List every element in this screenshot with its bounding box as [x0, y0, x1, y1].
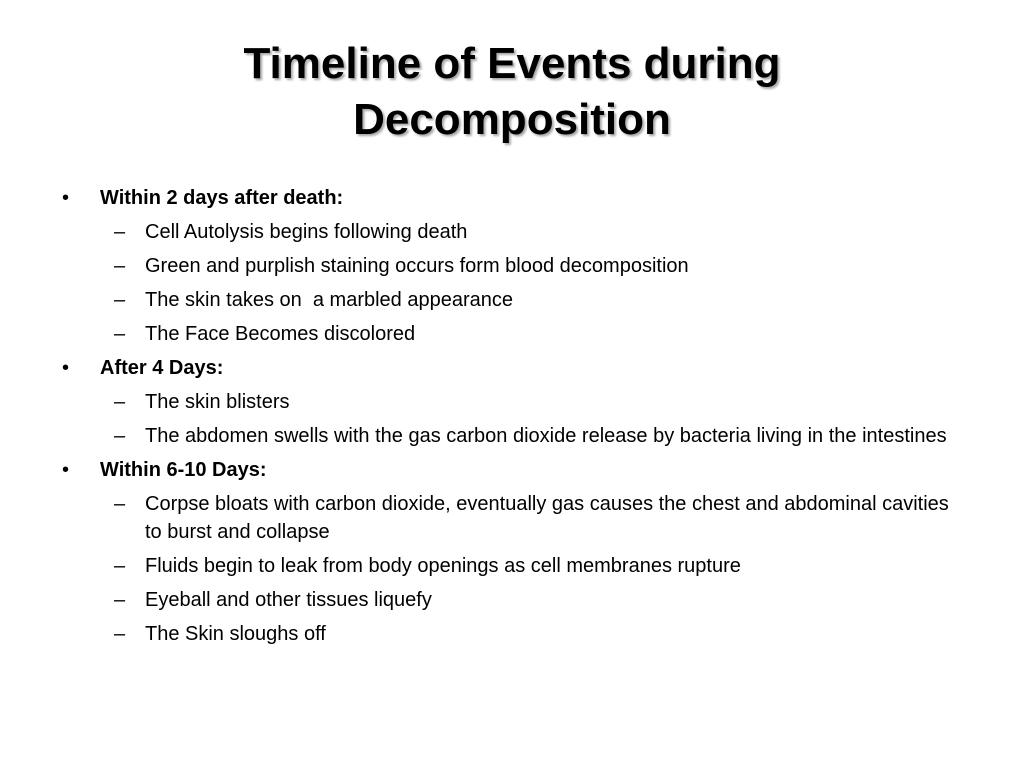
dash-icon: –: [114, 555, 126, 577]
section-heading-text: Within 6-10 Days:: [100, 459, 267, 481]
bullet-icon: •: [62, 357, 70, 379]
list-item: [58, 386, 958, 420]
dash-icon: –: [114, 493, 126, 515]
section-heading: [58, 352, 958, 386]
list-item-text: The skin blisters: [145, 391, 290, 413]
dash-icon: –: [114, 425, 126, 447]
dash-icon: –: [114, 589, 126, 611]
bullet-icon: •: [62, 187, 70, 209]
list-item-text: Corpse bloats with carbon dioxide, eventually gas causes the chest and abdominal cavities to burst and collapse: [145, 493, 949, 543]
section-heading: [58, 182, 958, 216]
list-item-text: Fluids begin to leak from body openings as cell membranes rupture: [145, 555, 741, 577]
dash-icon: –: [114, 391, 126, 413]
dash-icon: –: [114, 255, 126, 277]
slide-body: [58, 182, 958, 652]
title-line-1: Timeline of Events during: [243, 39, 781, 88]
list-item: [58, 216, 958, 250]
dash-icon: –: [114, 221, 126, 243]
list-item-text: Cell Autolysis begins following death: [145, 221, 468, 243]
list-item: [58, 618, 958, 652]
dash-icon: –: [114, 623, 126, 645]
list-item-text: Green and purplish staining occurs form blood decomposition: [145, 255, 689, 277]
list-item: [58, 318, 958, 352]
list-item: [58, 284, 958, 318]
list-item-text: The abdomen swells with the gas carbon dioxide release by bacteria living in the intestines: [145, 425, 947, 447]
dash-icon: –: [114, 323, 126, 345]
list-item: [58, 250, 958, 284]
section-heading-text: Within 2 days after death:: [100, 187, 344, 209]
list-item: [58, 420, 958, 454]
section-heading-text: After 4 Days:: [100, 357, 224, 379]
list-item: [58, 550, 958, 584]
dash-icon: –: [114, 289, 126, 311]
bullet-icon: •: [62, 459, 70, 481]
list-item: [58, 488, 958, 550]
list-item-text: Eyeball and other tissues liquefy: [145, 589, 432, 611]
list-item: [58, 584, 958, 618]
list-item-text: The skin takes on a marbled appearance: [145, 289, 513, 311]
list-item-text: The Skin sloughs off: [145, 623, 326, 645]
section-heading: [58, 454, 958, 488]
list-item-text: The Face Becomes discolored: [145, 323, 416, 345]
title-line-2: Decomposition: [353, 95, 671, 144]
slide-title: [60, 36, 964, 148]
